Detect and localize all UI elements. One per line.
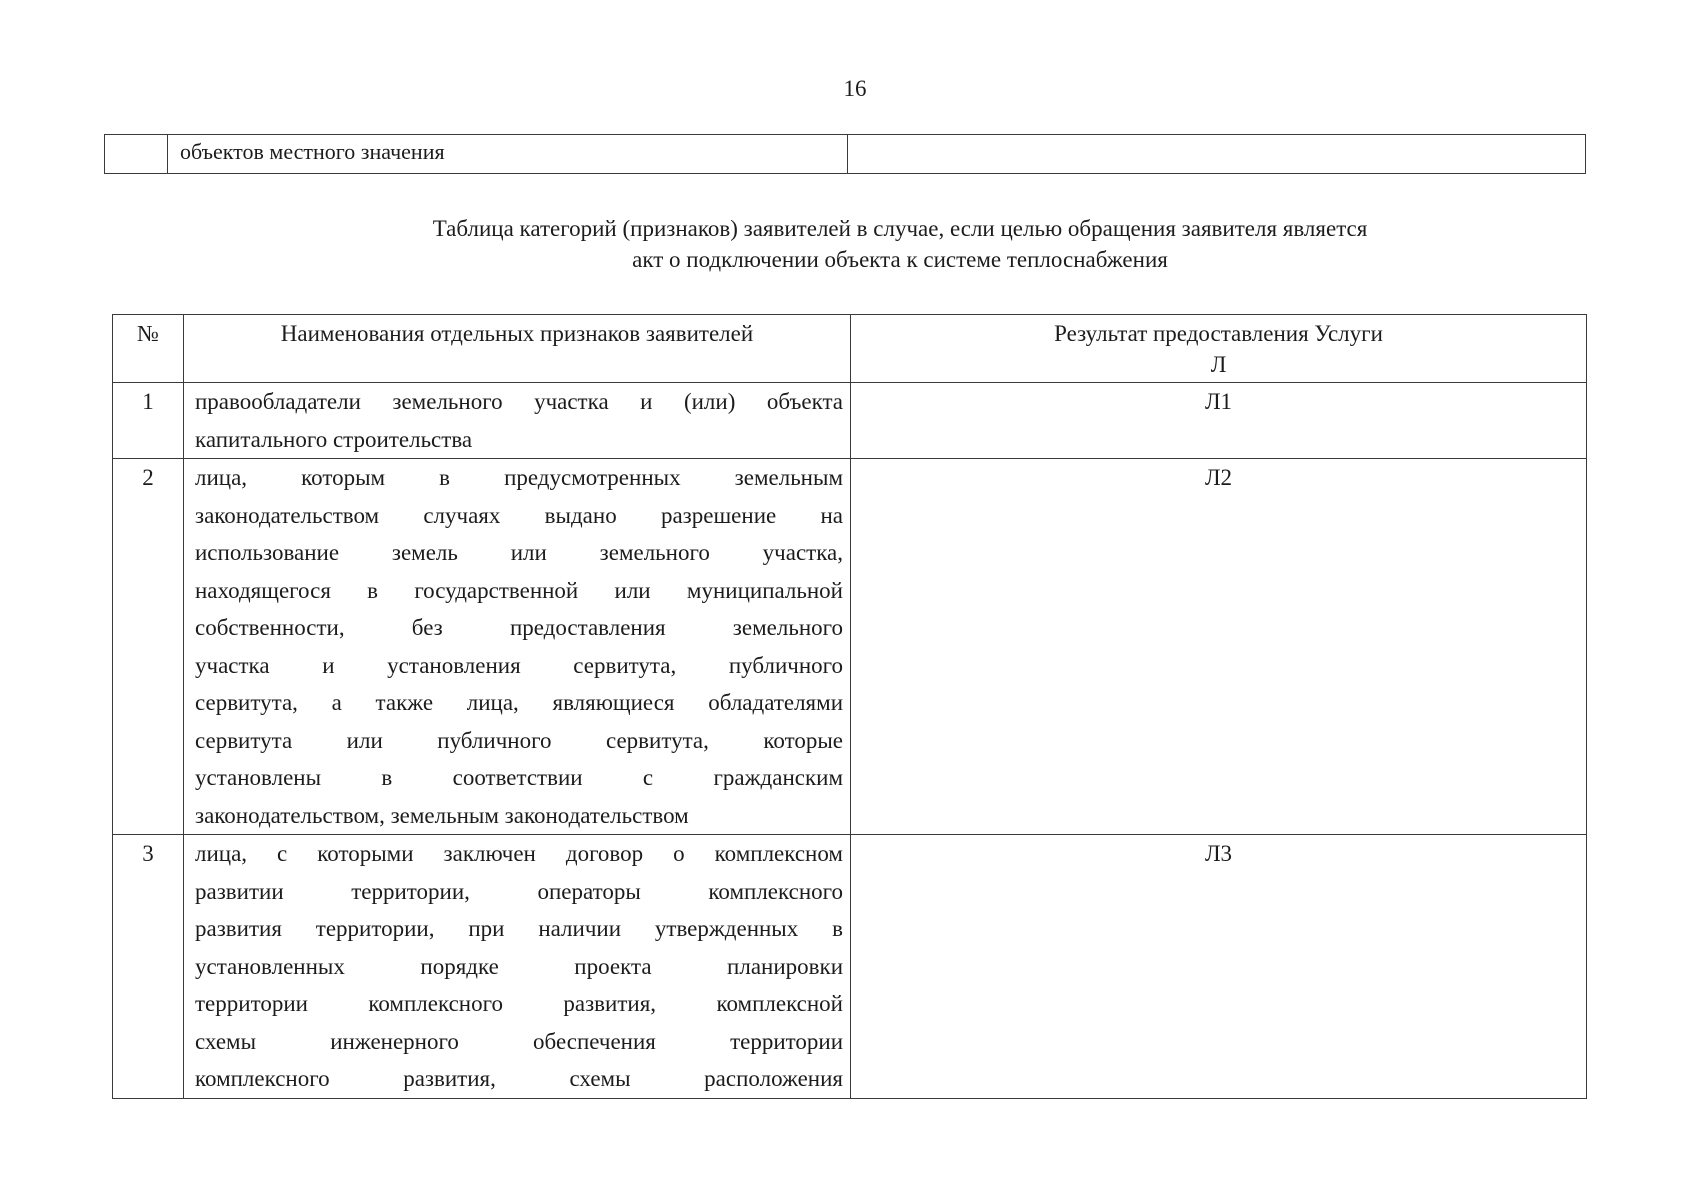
header-result-line-2: Л <box>1210 352 1227 377</box>
description-line: капитального строительства <box>195 426 473 452</box>
applicant-categories-table <box>112 314 1587 1099</box>
continued-table <box>104 134 1586 174</box>
page-number: 16 <box>843 76 867 101</box>
description-line: собственности, без предоставления земельного <box>195 615 843 640</box>
caption-line-2: акт о подключении объекта к системе теплоснабжения <box>632 247 1168 272</box>
result-code: Л1 <box>851 383 1587 459</box>
description-line: лица, которым в предусмотренных земельным <box>195 465 843 490</box>
table-header-row <box>113 315 1587 383</box>
description-line: законодательством, земельным законодательством <box>195 802 689 828</box>
table-row <box>113 383 1587 459</box>
table-row <box>113 459 1587 835</box>
description-line: территории комплексного развития, комплексной <box>195 991 843 1016</box>
description-line: лица, с которыми заключен договор о комплексном <box>195 841 843 866</box>
description-line: участка и установления сервитута, публичного <box>195 652 843 678</box>
description-line: развития территории, при наличии утвержденных в <box>195 916 843 941</box>
description-line: установленных порядке проекта планировки <box>195 953 843 979</box>
header-name: Наименования отдельных признаков заявителей <box>184 315 851 383</box>
table-cell-num <box>105 135 168 174</box>
table-body <box>113 383 1587 1099</box>
description-line: развитии территории, операторы комплексного <box>195 878 843 904</box>
description-line: сервитута, а также лица, являющиеся обладателями <box>195 690 843 715</box>
description-line: установлены в соответствии с гражданским <box>195 765 843 790</box>
table-caption <box>300 213 1500 275</box>
row-number: 2 <box>113 459 184 835</box>
applicant-description <box>184 835 851 1099</box>
header-num: № <box>113 315 184 383</box>
description-line: схемы инженерного обеспечения территории <box>195 1028 843 1054</box>
result-code: Л2 <box>851 459 1587 835</box>
header-result <box>851 315 1587 383</box>
row-number: 1 <box>113 383 184 459</box>
row-number: 3 <box>113 835 184 1099</box>
description-line: сервитута или публичного сервитута, которые <box>195 727 843 753</box>
description-line: использование земель или земельного участка, <box>195 540 843 565</box>
applicant-description <box>184 459 851 835</box>
result-code: Л3 <box>851 835 1587 1099</box>
table-row <box>113 835 1587 1099</box>
description-line: правообладатели земельного участка и (или) объекта <box>195 389 843 414</box>
description-line: находящегося в государственной или муниципальной <box>195 577 843 603</box>
table-cell-name: объектов местного значения <box>168 135 848 174</box>
table-row <box>105 135 1586 174</box>
description-line: комплексного развития, схемы расположения <box>195 1066 843 1091</box>
caption-line-1: Таблица категорий (признаков) заявителей в случае, если целью обращения заявителя является <box>432 216 1368 241</box>
applicant-description <box>184 383 851 459</box>
table-cell-result <box>848 135 1586 174</box>
description-line: законодательством случаях выдано разрешение на <box>195 502 843 528</box>
header-result-line-1: Результат предоставления Услуги <box>1054 321 1383 346</box>
